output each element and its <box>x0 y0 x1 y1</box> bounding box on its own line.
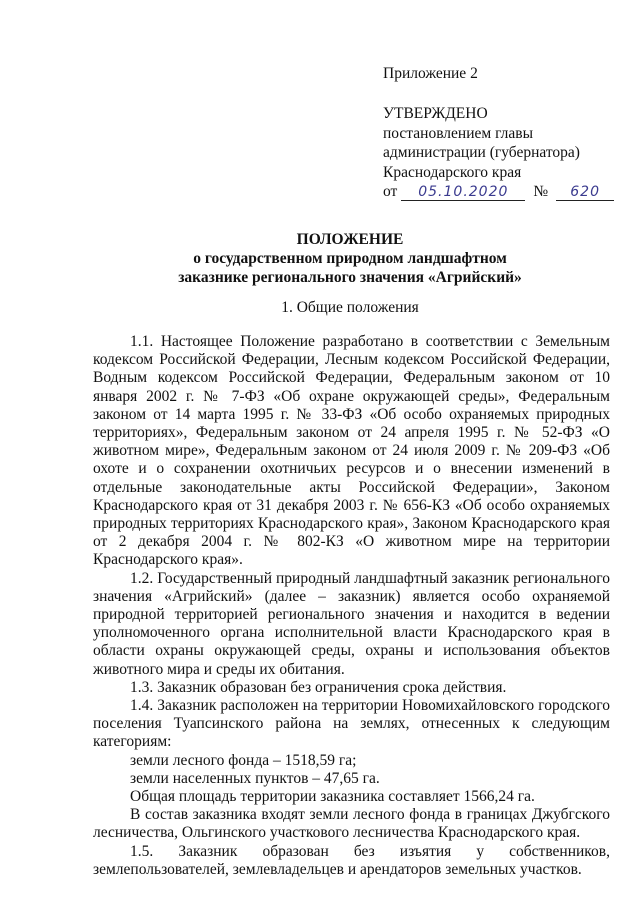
land-category-settlements: земли населенных пунктов – 47,65 га. <box>130 769 380 787</box>
date-number-row <box>383 182 623 202</box>
approval-block <box>383 104 623 202</box>
title-line-1: ПОЛОЖЕНИЕ <box>296 231 404 248</box>
approval-line-3: Краснодарского края <box>383 163 522 181</box>
land-category-forest: земли лесного фонда – 1518,59 га; <box>130 751 357 769</box>
section-heading: 1. Общие положения <box>281 299 419 316</box>
paragraph-1-1: 1.1. Настоящее Положение разработано в соответствии с Земельным кодексом Российской Федерации, Лесным кодексом Российской Федерации, Водным кодексом Российской Федерации, Федеральным законом от 10 января 2002 г. № 7-ФЗ «Об охране окружающей среды», Федеральным законом от 14 марта 1995 г. № 33-ФЗ «Об особо охраняемых природных территориях», Федеральным законом от 24 апреля 1995 г. № 52-ФЗ «О животном мире», Федеральным законом от 24 июля 2009 г. № 209-ФЗ «Об охоте и о сохранении охотничьих ресурсов и о внесении изменений в отдельные законодательные акты Российской Федерации», Законом Краснодарского края от 31 декабря 2003 г. № 656-КЗ «Об особо охраняемых природных территориях Краснодарского края», Законом Краснодарского края от 2 декабря 2004 г. № 802-КЗ «О животном мире на территории Краснодарского края». <box>93 333 610 569</box>
title-line-3: заказнике регионального значения «Агрийский» <box>178 269 522 286</box>
paragraph-1-2: 1.2. Государственный природный ландшафтный заказник регионального значения «Агрийский» (далее – заказник) является особо охраняемой природной территорией регионального значения и находится в ведении уполномоченного органа исполнительной власти Краснодарского края в области охраны окружающей среды, охраны и использования объектов животного мира и среды их обитания. <box>93 569 610 678</box>
approval-line-2: администрации (губернатора) <box>383 144 580 162</box>
body-text <box>93 333 610 879</box>
document-title <box>60 230 640 287</box>
date-prefix: от <box>383 183 398 201</box>
handwritten-date: 05.10.2020 <box>401 184 525 201</box>
handwritten-number: 620 <box>556 184 614 201</box>
paragraph-1-4: 1.4. Заказник расположен на территории Новомихайловского городского поселения Туапсинского района на землях, отнесенных к следующим категориям: <box>93 697 610 751</box>
title-line-2: о государственном природном ландшафтном <box>193 250 507 267</box>
approval-line-1: постановлением главы <box>383 124 533 142</box>
number-label: № <box>533 183 549 201</box>
appendix-label: Приложение 2 <box>383 65 478 82</box>
paragraph-1-5: 1.5. Заказник образован без изъятия у собственников, землепользователей, землевладельцев и арендаторов земельных участков. <box>93 842 610 878</box>
approval-heading: УТВЕРЖДЕНО <box>383 105 488 122</box>
forestry-composition: В состав заказника входят земли лесного фонда в границах Джубгского лесничества, Ольгинского участкового лесничества Краснодарского края. <box>93 806 610 842</box>
total-area: Общая площадь территории заказника составляет 1566,24 га. <box>130 788 535 806</box>
paragraph-1-3: 1.3. Заказник образован без ограничения срока действия. <box>130 678 507 696</box>
